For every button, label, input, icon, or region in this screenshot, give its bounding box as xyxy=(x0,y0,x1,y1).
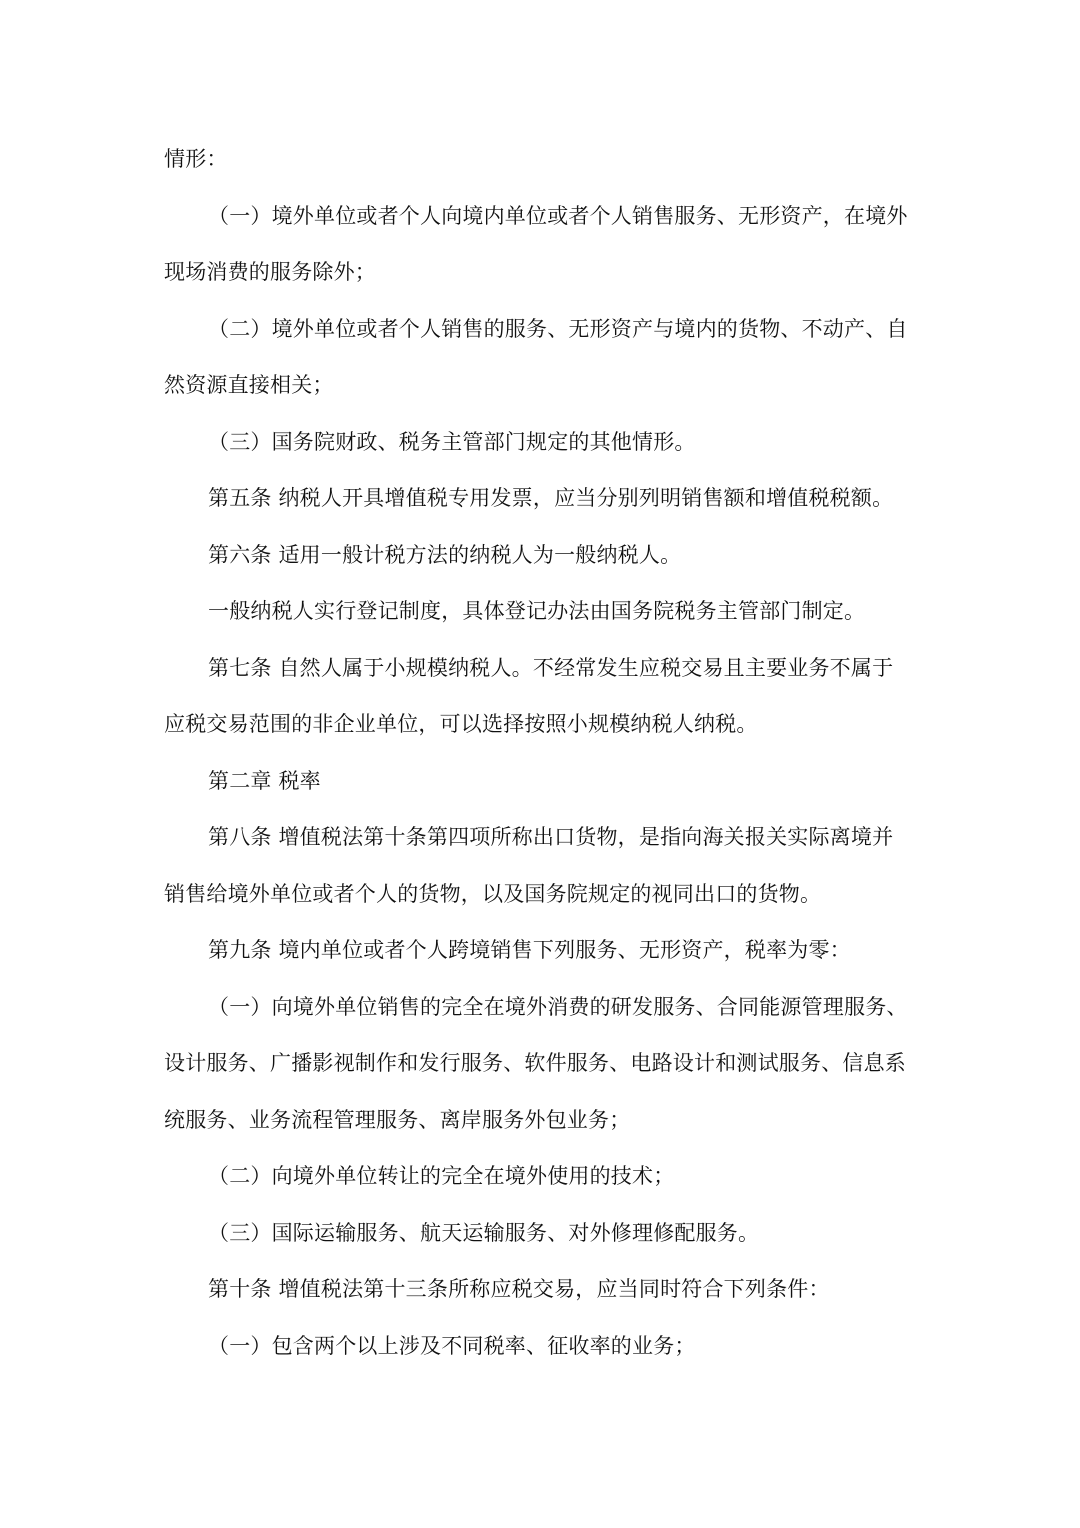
article-line: 第八条 增值税法第十条第四项所称出口货物，是指向海关报关实际离境并 xyxy=(208,825,894,849)
chapter-heading: 第二章 税率 xyxy=(208,768,321,793)
text-line: 情形： xyxy=(164,147,228,171)
article-line: 第六条 适用一般计税方法的纳税人为一般纳税人。 xyxy=(208,542,682,567)
text-line: 应税交易范围的非企业单位，可以选择按照小规模纳税人纳税。 xyxy=(164,712,758,736)
text-line: 设计服务、广播影视制作和发行服务、软件服务、电路设计和测试服务、信息系 xyxy=(164,1051,906,1075)
text-line: 然资源直接相关； xyxy=(164,373,334,397)
text-line: 一般纳税人实行登记制度，具体登记办法由国务院税务主管部门制定。 xyxy=(208,599,866,623)
text-line: 统服务、业务流程管理服务、离岸服务外包业务； xyxy=(164,1107,631,1132)
text-line: （一）向境外单位销售的完全在境外消费的研发服务、合同能源管理服务、 xyxy=(208,994,908,1019)
article-line: 第九条 境内单位或者个人跨境销售下列服务、无形资产，税率为零： xyxy=(208,938,851,962)
document-body xyxy=(164,131,924,1374)
text-line: （三）国务院财政、税务主管部门规定的其他情形。 xyxy=(208,429,696,454)
text-line: （三）国际运输服务、航天运输服务、对外修理修配服务。 xyxy=(208,1220,760,1245)
article-line: 第五条 纳税人开具增值税专用发票，应当分别列明销售额和增值税税额。 xyxy=(208,486,894,510)
article-line: 第七条 自然人属于小规模纳税人。不经常发生应税交易且主要业务不属于 xyxy=(208,655,894,680)
text-line: （一）包含两个以上涉及不同税率、征收率的业务； xyxy=(208,1333,696,1358)
text-line: 现场消费的服务除外； xyxy=(164,260,376,284)
text-line: （二）境外单位或者个人销售的服务、无形资产与境内的货物、不动产、自 xyxy=(208,316,908,341)
text-line: （一）境外单位或者个人向境内单位或者个人销售服务、无形资产，在境外 xyxy=(208,203,908,228)
article-line: 第十条 增值税法第十三条所称应税交易，应当同时符合下列条件： xyxy=(208,1277,830,1301)
text-line: 销售给境外单位或者个人的货物，以及国务院规定的视同出口的货物。 xyxy=(164,881,822,906)
text-line: （二）向境外单位转让的完全在境外使用的技术； xyxy=(208,1164,675,1188)
